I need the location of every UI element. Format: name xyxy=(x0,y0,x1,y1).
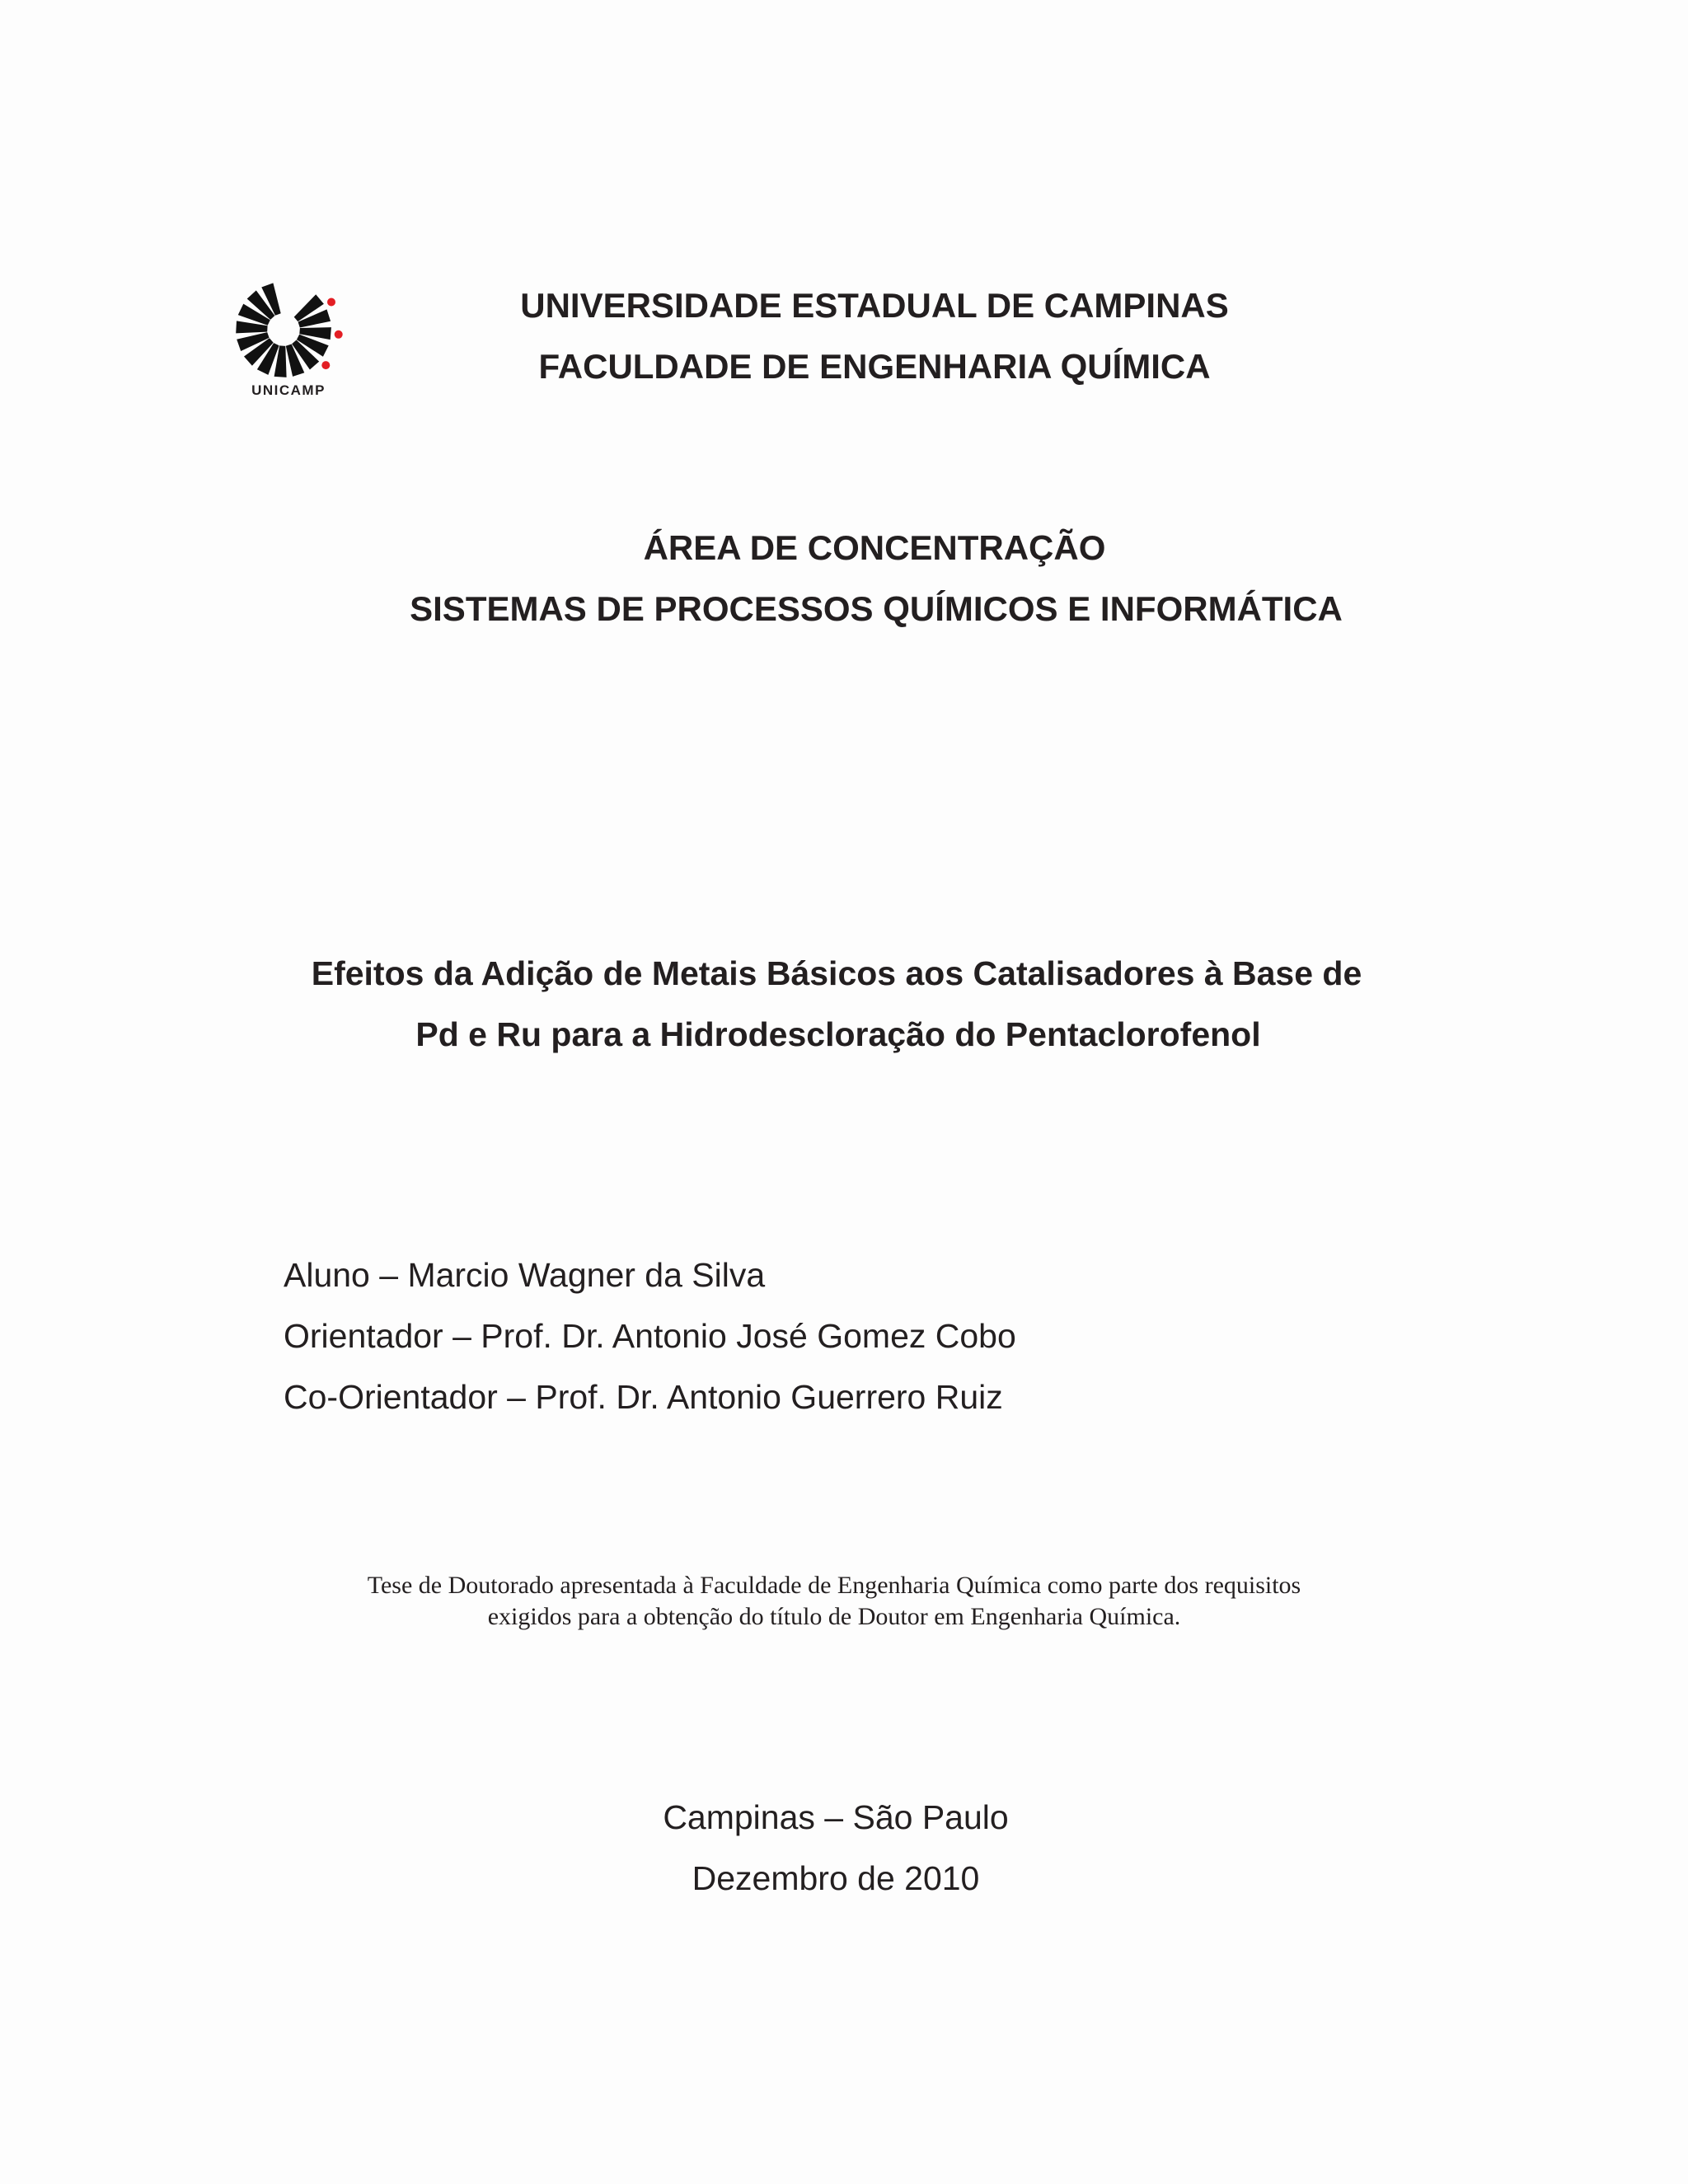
logo-red-dot xyxy=(321,361,330,369)
student-line: Aluno – Marcio Wagner da Silva xyxy=(284,1256,766,1294)
area-name: SISTEMAS DE PROCESSOS QUÍMICOS E INFORMÁTICA xyxy=(410,589,1343,628)
advisor-line: Orientador – Prof. Dr. Antonio José Gomez Cobo xyxy=(284,1317,1016,1355)
faculty-name: FACULDADE DE ENGENHARIA QUÍMICA xyxy=(538,347,1211,386)
logo-red-dot xyxy=(327,298,335,307)
thesis-title-line-2: Pd e Ru para a Hidrodescloração do Pentaclorofenol xyxy=(415,1015,1261,1053)
logo-text: UNICAMP xyxy=(251,382,326,398)
logo-red-dot xyxy=(335,330,343,339)
place: Campinas – São Paulo xyxy=(663,1798,1009,1836)
thesis-description-line-1: Tese de Doutorado apresentada à Faculdade de Engenharia Química como parte dos requisitos xyxy=(367,1572,1301,1599)
university-name: UNIVERSIDADE ESTADUAL DE CAMPINAS xyxy=(520,286,1229,325)
logo-center xyxy=(269,315,298,344)
date: Dezembro de 2010 xyxy=(692,1859,980,1897)
area-label: ÁREA DE CONCENTRAÇÃO xyxy=(643,528,1106,567)
thesis-description-line-2: exigidos para a obtenção do título de Doutor em Engenharia Química. xyxy=(487,1603,1181,1630)
thesis-title-line-1: Efeitos da Adição de Metais Básicos aos Catalisadores à Base de xyxy=(311,954,1362,992)
co-advisor-line: Co-Orientador – Prof. Dr. Antonio Guerrero Ruiz xyxy=(284,1378,1003,1416)
